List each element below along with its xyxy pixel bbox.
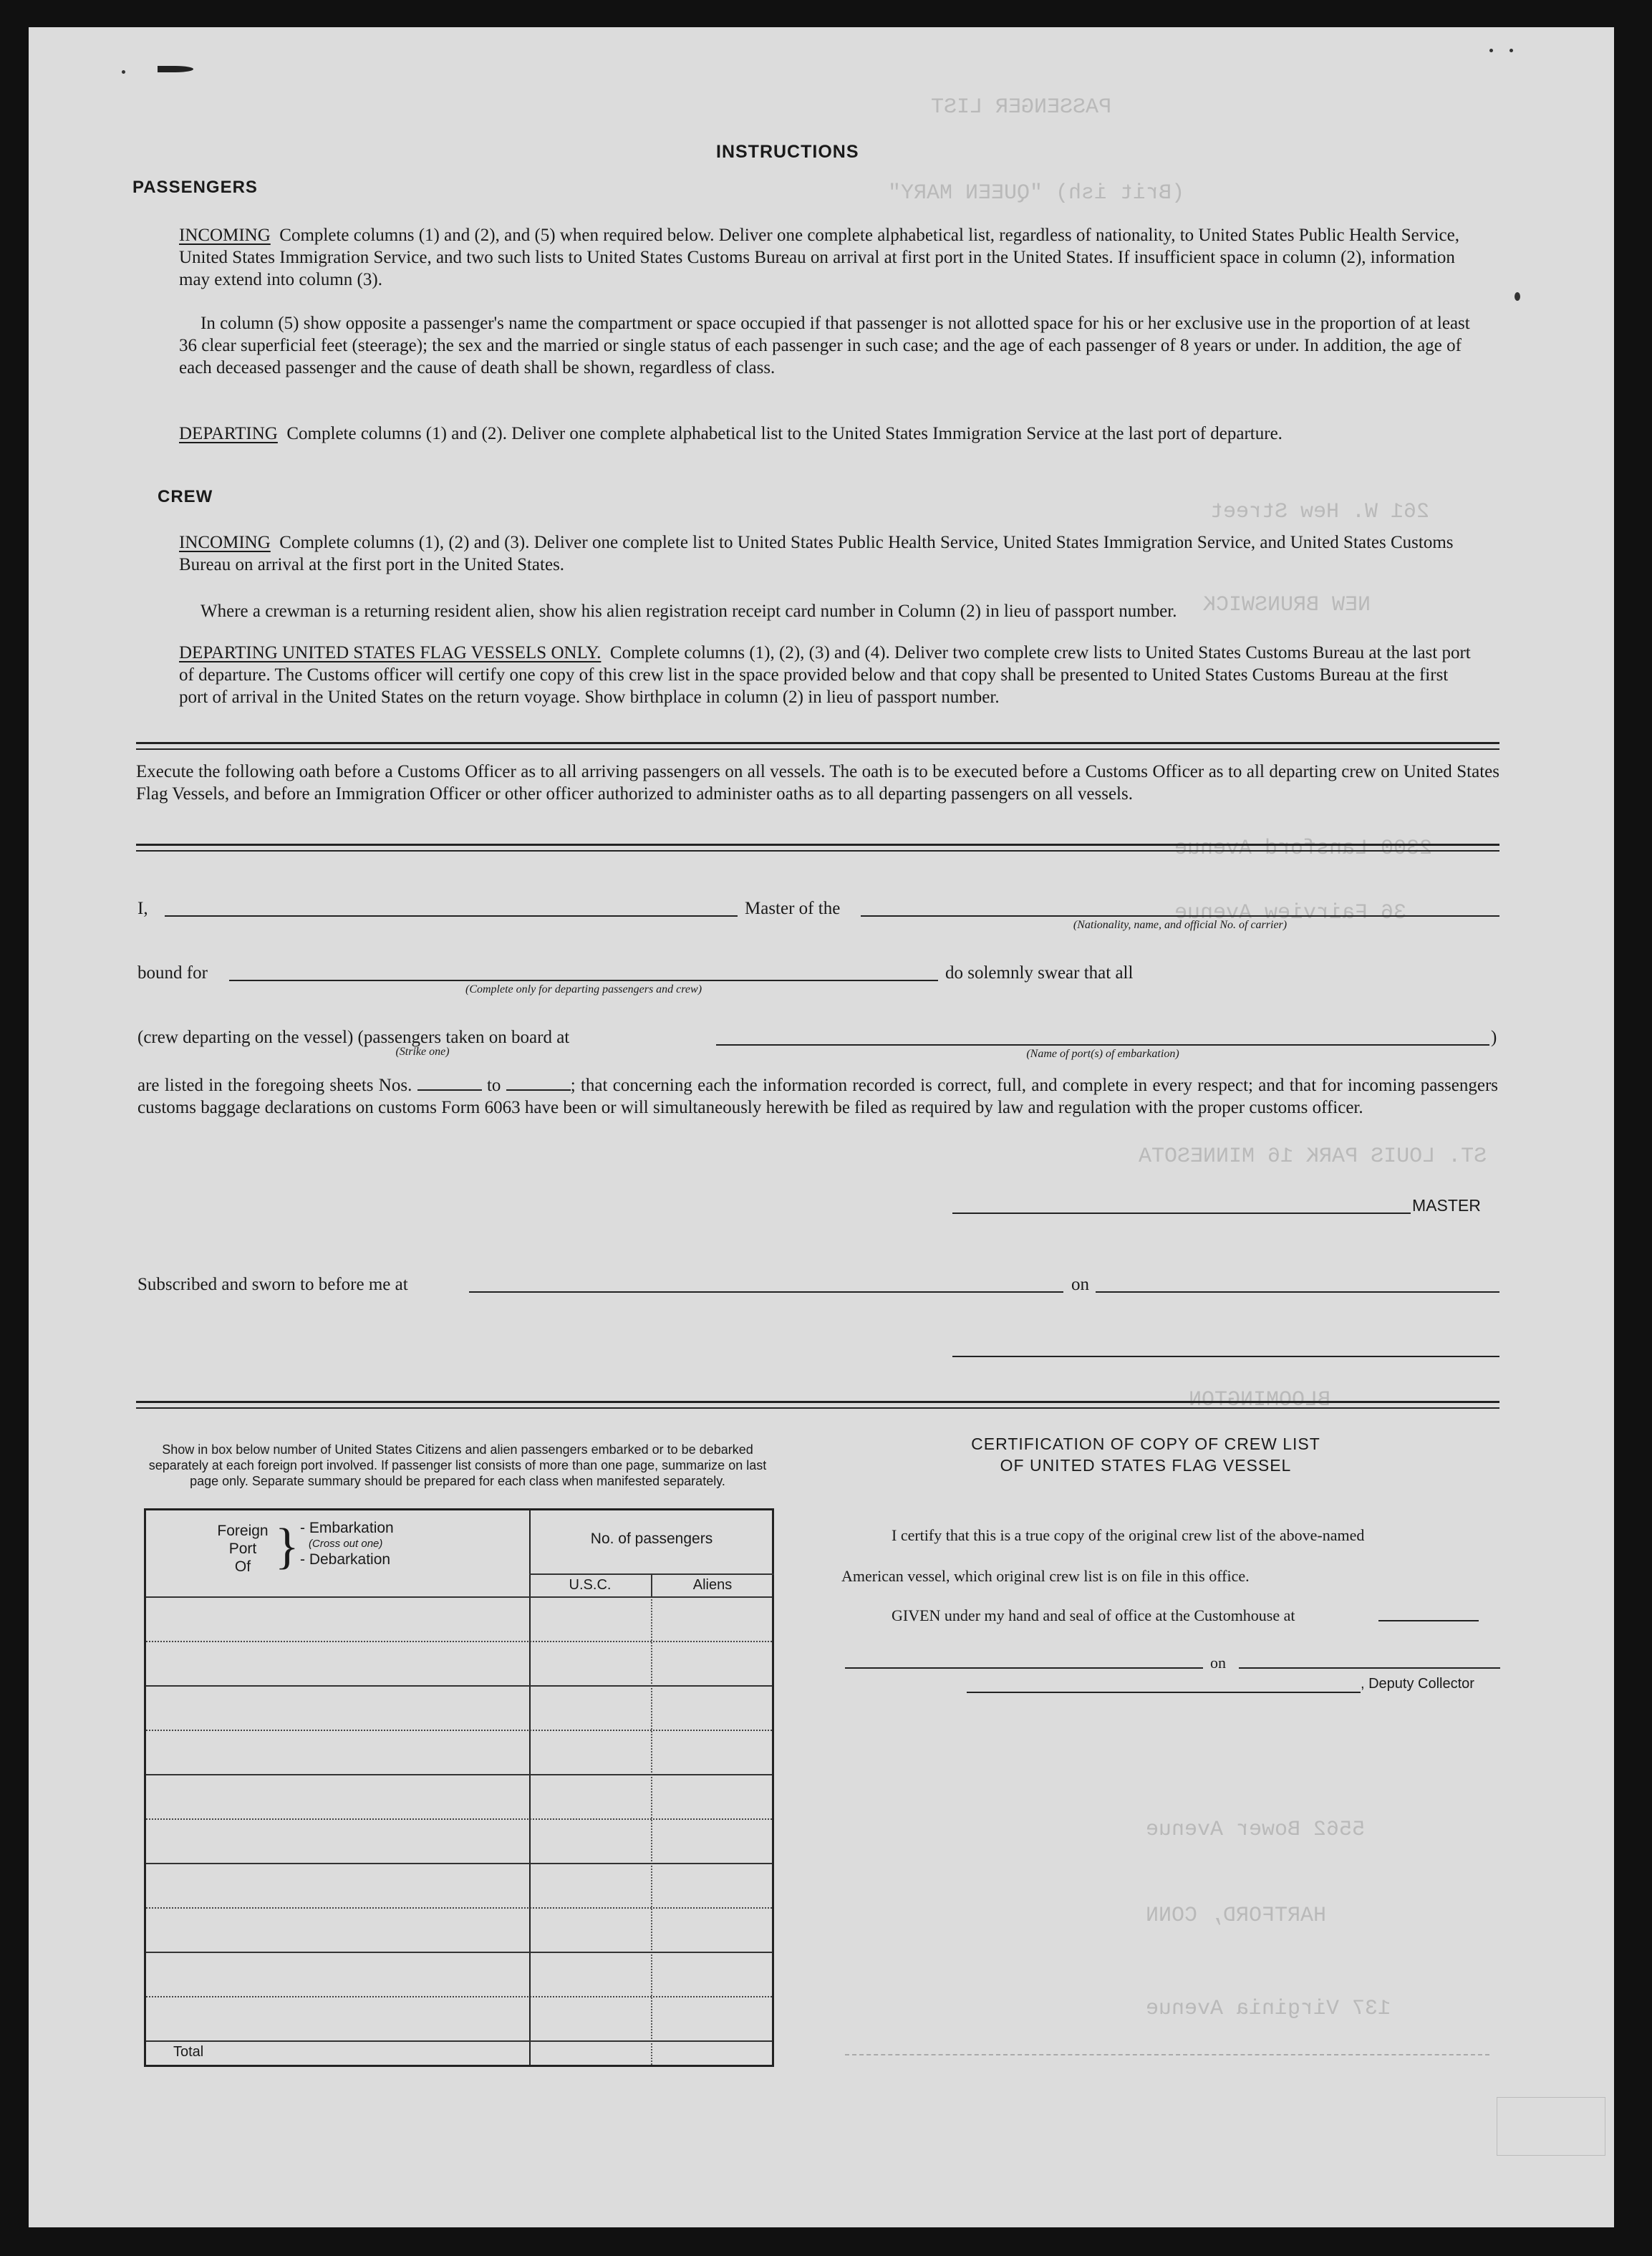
bleed-through-text: 2300 Lansford Avenue: [1174, 837, 1433, 861]
embarkation-ports-field[interactable]: [716, 1044, 1489, 1046]
master-label: MASTER: [1412, 1196, 1481, 1215]
carrier-caption: (Nationality, name, and official No. of carrier): [1073, 919, 1288, 931]
of-label: Of: [234, 1558, 251, 1575]
passenger-summary-table: [144, 1508, 774, 2067]
listed-text: ; that concerning each the information recorded is correct, full, and complete in every respect; and that for incoming passengers customs baggage declarations on customs Form 6063 have been or will simultaneously herewith be filed as required by law and regulation with the proper customs officer.: [137, 1076, 1498, 1117]
bleed-through-text: NEW BRUNSWICK: [1203, 593, 1371, 617]
table-row-divider: [146, 1907, 772, 1909]
table-row-divider: [146, 1685, 772, 1687]
certification-date-field[interactable]: [1239, 1667, 1500, 1669]
certification-heading-line-1: CERTIFICATION OF COPY OF CREW LIST: [971, 1435, 1320, 1453]
crew-incoming-label: INCOMING: [179, 533, 271, 552]
sheet-from-field[interactable]: [417, 1076, 482, 1091]
given-label: GIVEN under my hand and seal of office at the Customhouse at: [892, 1606, 1295, 1624]
embarkation-label: - Embarkation: [300, 1520, 394, 1536]
bleed-through-text: HARTFORD, CONN: [1146, 1904, 1327, 1928]
speck: [1515, 292, 1520, 301]
foreign-port-header: [211, 1522, 275, 1576]
table-row-divider: [146, 1596, 772, 1598]
bleed-through-text: BLOOMINGTON: [1189, 1388, 1331, 1412]
table-column-divider: [651, 1596, 652, 2065]
oath-listed-paragraph: [137, 1074, 1498, 1119]
foreign-label: Foreign: [217, 1523, 269, 1539]
table-row-divider: [146, 2040, 772, 2042]
table-row-divider: [146, 1641, 772, 1642]
cross-out-label: (Cross out one): [309, 1538, 383, 1550]
aliens-header: Aliens: [692, 1577, 733, 1593]
listed-label: are listed in the foregoing sheets Nos.: [137, 1076, 412, 1095]
passengers-heading: PASSENGERS: [132, 178, 258, 197]
bleed-through-text: 137 Virginia Avenue: [1146, 1997, 1391, 2021]
master-of-label: Master of the: [745, 899, 841, 918]
certification-place-field[interactable]: [845, 1667, 1203, 1669]
usc-header: U.S.C.: [569, 1577, 612, 1593]
certification-heading: [838, 1433, 1454, 1476]
ink-mark: [158, 66, 193, 72]
bleed-through-text: ST. LOUIS PARK 16 MINNESOTA: [1139, 1144, 1487, 1169]
subscribed-label: Subscribed and sworn to before me at: [137, 1275, 408, 1294]
crew-departing-text: Complete columns (1), (2), (3) and (4). Deliver two complete crew lists to United States Customs Bureau at the last port of departure. The Customs officer will certify one copy of this crew list in the space provided below and that copy shall be presented to United States Customs Bureau at the first port of arrival in the United States on the return voyage. Show birthplace in column (2) in lieu of passport number.: [179, 643, 1471, 707]
bleed-through-text: 36 Fairview Avenue: [1174, 901, 1407, 925]
passengers-departing-label: DEPARTING: [179, 424, 278, 443]
crew-departing-paragraph: [179, 642, 1475, 708]
certification-on-label: on: [1210, 1654, 1226, 1672]
passengers-departing-text: Complete columns (1) and (2). Deliver one complete alphabetical list to the United States Immigration Service at the last port of departure.: [286, 424, 1283, 443]
section-divider: [136, 1401, 1499, 1409]
bound-for-caption: (Complete only for departing passengers and crew): [465, 983, 702, 996]
deputy-collector-label: , Deputy Collector: [1361, 1676, 1474, 1692]
embarkation-header: [300, 1520, 394, 1568]
faint-line: [845, 2054, 1489, 2055]
section-divider: [136, 844, 1499, 852]
officer-signature-field[interactable]: [952, 1356, 1499, 1357]
close-paren: ): [1491, 1028, 1497, 1047]
certification-heading-line-2: OF UNITED STATES FLAG VESSEL: [1000, 1456, 1292, 1475]
crew-heading: CREW: [158, 487, 213, 506]
listed-to-label: to: [486, 1076, 501, 1095]
table-row-divider: [146, 1774, 772, 1775]
no-of-passengers-header: No. of passengers: [590, 1530, 713, 1547]
sworn-date-field[interactable]: [1096, 1291, 1499, 1293]
oath-instruction: Execute the following oath before a Customs Officer as to all arriving passengers on all vessels. The oath is to be executed before a Customs Officer as to all departing crew on United States Flag Vessels, and before an Immigration Officer or other officer authorized to administer oaths as to all departing passengers on all vessels.: [136, 762, 1499, 804]
passengers-incoming-label: INCOMING: [179, 226, 271, 245]
debarkation-label: - Debarkation: [300, 1551, 391, 1568]
page-title: INSTRUCTIONS: [716, 142, 859, 162]
speck: [122, 70, 125, 74]
brace-icon: }: [275, 1519, 299, 1574]
table-row-divider: [146, 1818, 772, 1820]
strike-caption: (Strike one): [395, 1046, 450, 1058]
table-row-divider: [146, 1730, 772, 1731]
faint-stamp-box: [1497, 2097, 1605, 2156]
bound-for-field[interactable]: [229, 980, 938, 981]
bleed-through-text: 261 W. Hew Street: [1210, 500, 1430, 524]
customhouse-field[interactable]: [1378, 1620, 1479, 1621]
carrier-field[interactable]: [861, 915, 1499, 917]
table-row-divider: [146, 1952, 772, 1953]
table-column-divider: [529, 1510, 531, 2065]
master-signature-field[interactable]: [952, 1213, 1411, 1214]
swear-label: do solemnly swear that all: [945, 963, 1134, 983]
section-divider: [136, 742, 1499, 750]
certify-line-1: I certify that this is a true copy of the original crew list of the above-named: [892, 1526, 1365, 1544]
certify-line-2: American vessel, which original crew list is on file in this office.: [841, 1567, 1250, 1585]
crew-incoming-text: Complete columns (1), (2) and (3). Deliver one complete list to United States Public Health Service, United States Immigration Service, and United States Customs Bureau on arrival at the first port in the United States.: [179, 533, 1454, 574]
sheet-to-field[interactable]: [506, 1076, 571, 1091]
speck: [1489, 49, 1493, 52]
table-row-divider: [146, 1863, 772, 1864]
form-page: [29, 27, 1614, 2227]
crew-incoming-paragraph: [179, 531, 1475, 576]
sworn-on-label: on: [1071, 1275, 1089, 1294]
table-row-divider: [146, 1996, 772, 1997]
bleed-through-text: PASSENGER LIST: [931, 95, 1112, 120]
bound-for-label: bound for: [137, 963, 208, 983]
passengers-departing-paragraph: [179, 423, 1475, 445]
port-label: Port: [228, 1541, 257, 1557]
summary-instructions: Show in box below number of United States Citizens and alien passengers embarked or to be debarked separately at each foreign port involved. If passenger list consists of more than one page, summarize on last page only. Separate summary should be prepared for each class when manifested separately.: [148, 1442, 767, 1488]
passengers-incoming-text: Complete columns (1) and (2), and (5) when required below. Deliver one complete alphabetical list, regardless of nationality, to United States Public Health Service, United States Immigration Service, and two such lists to United States Customs Bureau on arrival at first port in the United States. If insufficient space in column (2), information may extend into column (3).: [179, 226, 1459, 289]
bleed-through-text: (Brit ish) "QUEEN MARY": [888, 181, 1185, 206]
crew-departing-label: DEPARTING UNITED STATES FLAG VESSELS ONLY.: [179, 643, 602, 662]
crew-departing-label: (crew departing on the vessel) (passengers taken on board at: [137, 1028, 570, 1047]
total-label: Total: [173, 2044, 204, 2060]
deputy-collector-signature-field[interactable]: [967, 1692, 1361, 1693]
speck: [1509, 49, 1513, 52]
master-name-field[interactable]: [165, 915, 738, 917]
ports-caption: (Name of port(s) of embarkation): [1026, 1048, 1179, 1060]
passengers-incoming-paragraph: [179, 224, 1475, 291]
sworn-place-field[interactable]: [469, 1291, 1063, 1293]
column5-paragraph: In column (5) show opposite a passenger's name the compartment or space occupied if that passenger is not allotted space for his or her exclusive use in the proportion of at least 36 clear superficial feet (steerage); the sex and the married or single status of each passenger in such case; and the age of each passenger of 8 years or under. In addition, the age of each deceased passenger and the cause of death shall be shown, regardless of class.: [179, 314, 1470, 377]
oath-i-label: I,: [137, 899, 148, 918]
crew-alien-paragraph: Where a crewman is a returning resident alien, show his alien registration receipt card number in Column (2) in lieu of passport number.: [201, 602, 1177, 621]
bleed-through-text: 5562 Bower Avenue: [1146, 1818, 1366, 1842]
